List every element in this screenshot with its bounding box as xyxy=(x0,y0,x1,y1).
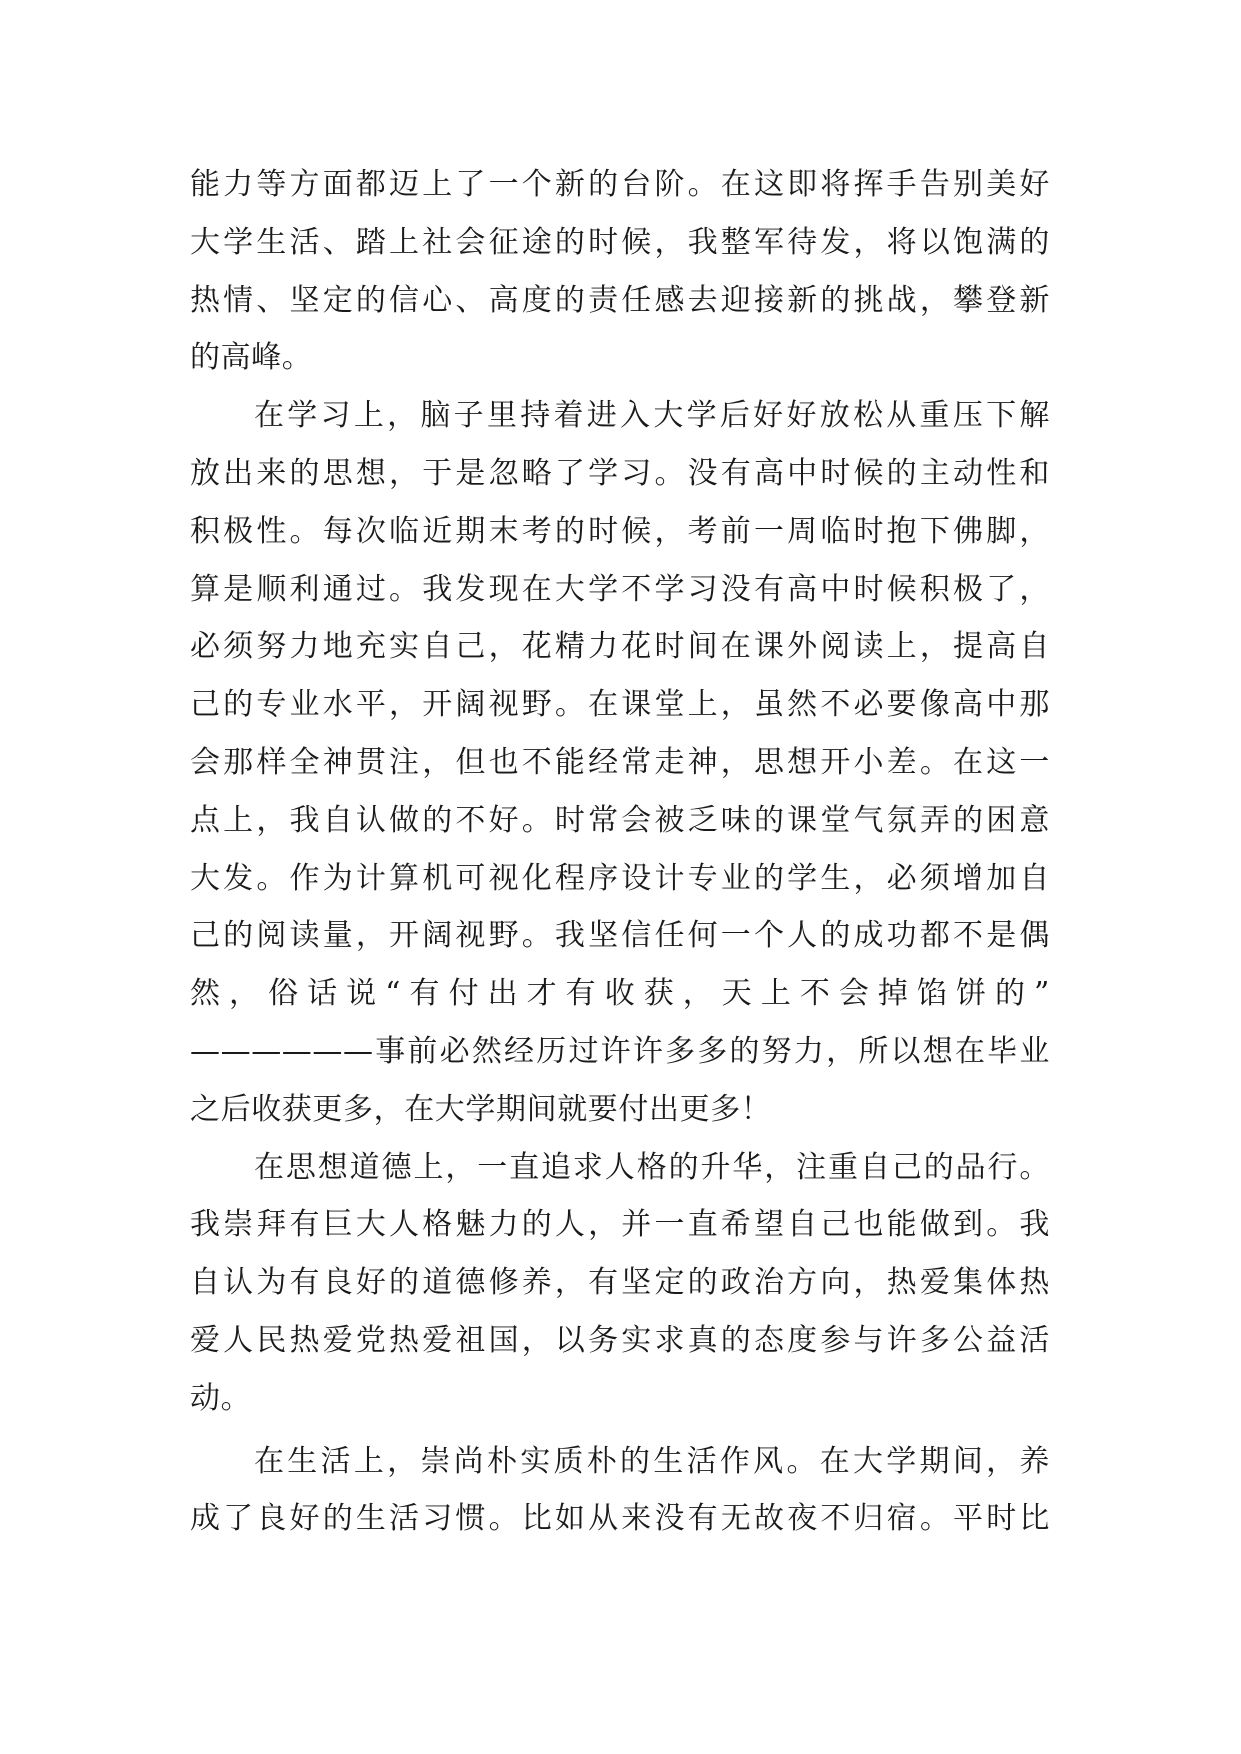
text-line: 会那样全神贯注，但也不能经常走神，思想开小差。在这一 xyxy=(190,744,1050,780)
text-line: 我崇拜有巨大人格魅力的人，并一直希望自己也能做到。我 xyxy=(190,1207,1050,1243)
text-line: 放出来的思想，于是忽略了学习。没有高中时候的主动性和 xyxy=(190,455,1050,491)
text-line: 在学习上，脑子里持着进入大学后好好放松从重压下解 xyxy=(254,398,1050,434)
text-line: 积极性。每次临近期末考的时候，考前一周临时抱下佛脚， xyxy=(190,513,1050,549)
text-line: 成了良好的生活习惯。比如从来没有无故夜不归宿。平时比 xyxy=(190,1501,1050,1537)
text-line: 在生活上，崇尚朴实质朴的生活作风。在大学期间，养 xyxy=(254,1443,1050,1479)
paragraph xyxy=(190,1433,1050,1549)
text-line: 大发。作为计算机可视化程序设计专业的学生，必须增加自 xyxy=(190,860,1050,896)
text-line: 动。 xyxy=(190,1380,252,1416)
text-line: 然，俗话说“有付出才有收获，天上不会掉馅饼的” xyxy=(190,976,1050,1012)
text-line: 己的阅读量，开阔视野。我坚信任何一个人的成功都不是偶 xyxy=(190,918,1050,954)
text-line: 大学生活、踏上社会征途的时候，我整军待发，将以饱满的 xyxy=(190,224,1050,260)
text-line: 己的专业水平，开阔视野。在课堂上，虽然不必要像高中那 xyxy=(190,687,1050,723)
paragraph xyxy=(190,387,1050,1138)
document-body xyxy=(190,156,1050,1548)
text-line: 自认为有良好的道德修养，有坚定的政治方向，热爱集体热 xyxy=(190,1265,1050,1301)
text-line: 热情、坚定的信心、高度的责任感去迎接新的挑战，攀登新 xyxy=(190,282,1050,318)
text-line: 在思想道德上，一直追求人格的升华，注重自己的品行。 xyxy=(254,1149,1050,1185)
text-line: 必须努力地充实自己，花精力花时间在课外阅读上，提高自 xyxy=(190,629,1050,665)
text-line: 算是顺利通过。我发现在大学不学习没有高中时候积极了， xyxy=(190,571,1050,607)
paragraph xyxy=(190,1139,1050,1428)
text-line: 爱人民热爱党热爱祖国，以务实求真的态度参与许多公益活 xyxy=(190,1322,1050,1358)
text-line: 能力等方面都迈上了一个新的台阶。在这即将挥手告别美好 xyxy=(190,167,1050,202)
paragraph xyxy=(190,156,1050,387)
text-line: 之后收获更多，在大学期间就要付出更多！ xyxy=(190,1091,772,1127)
text-line: 点上，我自认做的不好。时常会被乏味的课堂气氛弄的困意 xyxy=(190,802,1050,838)
text-line: 的高峰。 xyxy=(190,340,313,376)
text-line: ——————事前必然经历过许许多多的努力，所以想在毕业 xyxy=(190,1033,1050,1069)
